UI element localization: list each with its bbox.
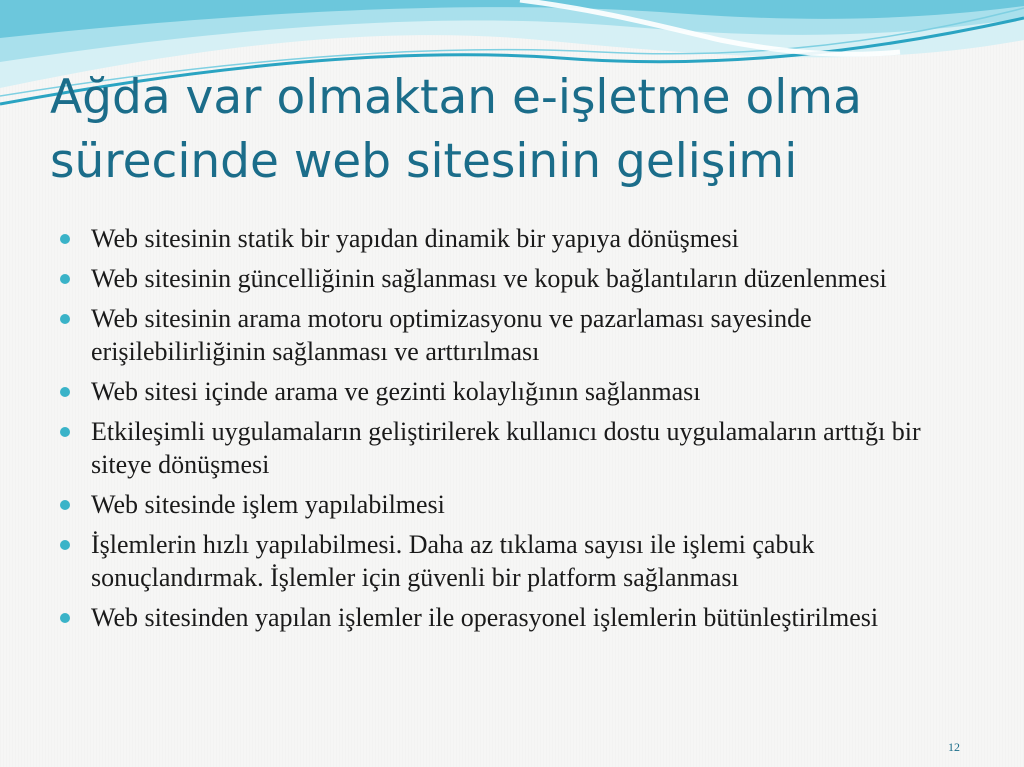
bullet-text: Web sitesi içinde arama ve gezinti kolaylığının sağlanması — [91, 377, 701, 406]
bullet-text: Web sitesinin güncelliğinin sağlanması ve kopuk bağlantıların düzenlenmesi — [91, 264, 887, 293]
bullet-dot-icon — [60, 500, 70, 510]
bullet-list — [60, 222, 960, 641]
bullet-item — [60, 262, 960, 295]
bullet-item — [60, 415, 960, 481]
title-line-1: Ağda var olmaktan e-işletme olma — [50, 70, 862, 125]
bullet-dot-icon — [60, 387, 70, 397]
bullet-item — [60, 375, 960, 408]
bullet-dot-icon — [60, 427, 70, 437]
bullet-dot-icon — [60, 234, 70, 244]
slide-title — [50, 66, 1000, 194]
bullet-item — [60, 222, 960, 255]
bullet-text: Web sitesinde işlem yapılabilmesi — [91, 490, 445, 519]
bullet-dot-icon — [60, 314, 70, 324]
bullet-item — [60, 601, 960, 634]
bullet-text: İşlemlerin hızlı yapılabilmesi. Daha az tıklama sayısı ile işlemi çabuk sonuçlandırmak. İşlemler için güvenli bir platform sağlanması — [91, 530, 815, 592]
title-line-2: sürecinde web sitesinin gelişimi — [50, 134, 798, 189]
bullet-dot-icon — [60, 540, 70, 550]
bullet-text: Web sitesinin arama motoru optimizasyonu ve pazarlaması sayesinde erişilebilirliğinin sağlanması ve arttırılması — [91, 304, 812, 366]
bullet-text: Web sitesinden yapılan işlemler ile operasyonel işlemlerin bütünleştirilmesi — [91, 603, 879, 632]
bullet-item — [60, 528, 960, 594]
bullet-dot-icon — [60, 613, 70, 623]
bullet-text: Etkileşimli uygulamaların geliştirilerek kullanıcı dostu uygulamaların arttığı bir siteye dönüşmesi — [91, 417, 921, 479]
bullet-dot-icon — [60, 274, 70, 284]
bullet-item — [60, 488, 960, 521]
bullet-text: Web sitesinin statik bir yapıdan dinamik bir yapıya dönüşmesi — [91, 224, 739, 253]
bullet-item — [60, 302, 960, 368]
page-number: 12 — [948, 740, 960, 754]
